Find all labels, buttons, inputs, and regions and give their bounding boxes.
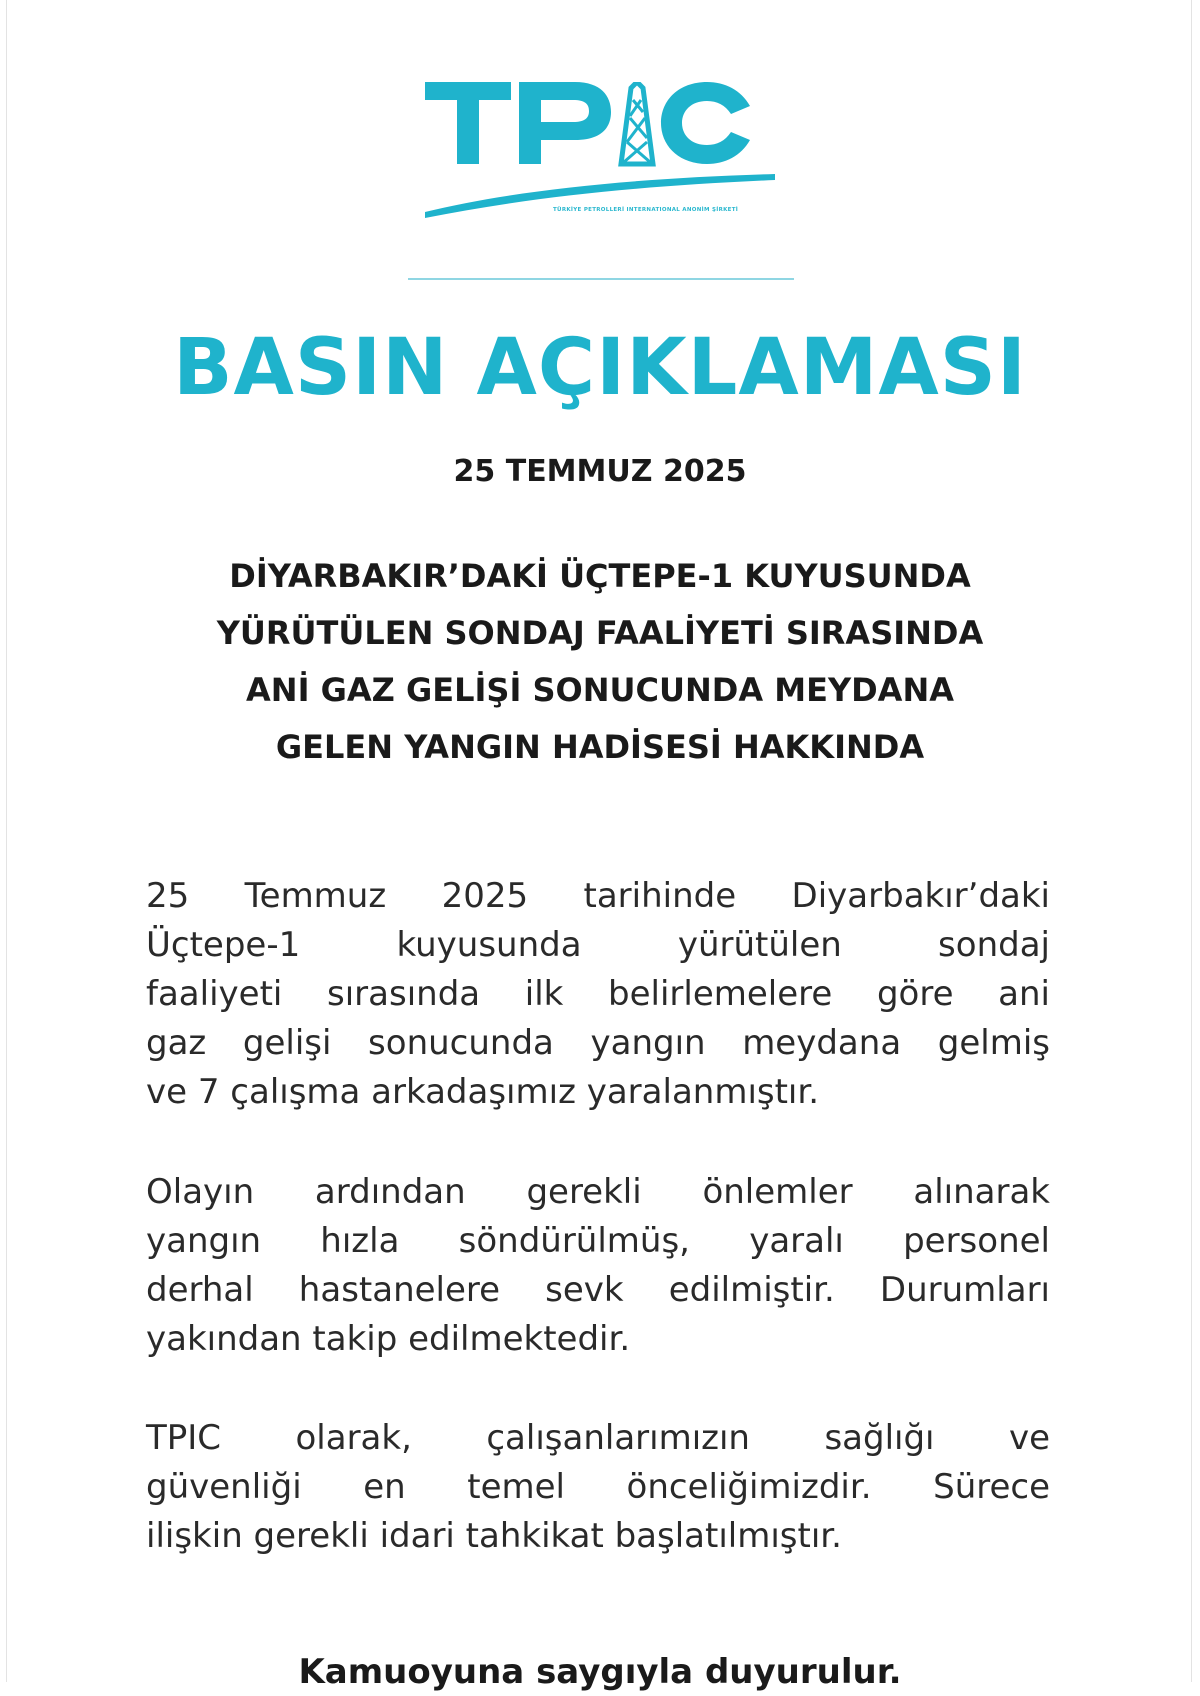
paragraph-line: yangın hızla söndürülmüş, yaralı personel	[146, 1221, 1050, 1261]
body-paragraph-3	[146, 1414, 1050, 1561]
paragraph-line: TPIC olarak, çalışanlarımızın sağlığı ve	[146, 1418, 1050, 1458]
headline-line: GELEN YANGIN HADİSESİ HAKKINDA	[275, 728, 925, 766]
body-paragraph-2	[146, 1168, 1050, 1364]
paragraph-line: yakından takip edilmektedir.	[146, 1319, 631, 1359]
paragraph-line: Üçtepe-1 kuyusunda yürütülen sondaj	[146, 925, 1050, 965]
document-title: BASIN AÇIKLAMASI	[173, 323, 1027, 413]
header-divider	[408, 278, 794, 280]
paragraph-line: faaliyeti sırasında ilk belirlemelere göre ani	[146, 974, 1050, 1014]
paragraph-line: ve 7 çalışma arkadaşımız yaralanmıştır.	[146, 1072, 820, 1112]
paragraph-line: Olayın ardından gerekli önlemler alınarak	[146, 1172, 1050, 1212]
headline-line: YÜRÜTÜLEN SONDAJ FAALİYETİ SIRASINDA	[216, 614, 984, 652]
body-paragraph-1	[146, 872, 1050, 1117]
paragraph-line: derhal hastanelere sevk edilmiştir. Durumları	[146, 1270, 1050, 1310]
document-date: 25 TEMMUZ 2025	[453, 454, 747, 489]
paragraph-line: güvenliği en temel önceliğimizdir. Sürece	[146, 1467, 1050, 1507]
logo-tagline: TÜRKİYE PETROLLERİ INTERNATIONAL ANONİM ŞİRKETİ	[553, 207, 739, 213]
paragraph-line: gaz gelişi sonucunda yangın meydana gelmiş	[146, 1023, 1050, 1063]
document-headline	[60, 548, 1140, 776]
headline-line: ANİ GAZ GELİŞİ SONUCUNDA MEYDANA	[246, 671, 954, 709]
paragraph-line: ilişkin gerekli idari tahkikat başlatılmıştır.	[146, 1516, 842, 1556]
closing-statement: Kamuoyuna saygıyla duyurulur.	[298, 1652, 902, 1692]
paragraph-line: 25 Temmuz 2025 tarihinde Diyarbakır’daki	[146, 876, 1050, 916]
headline-line: DİYARBAKIR’DAKİ ÜÇTEPE-1 KUYUSUNDA	[229, 557, 971, 595]
